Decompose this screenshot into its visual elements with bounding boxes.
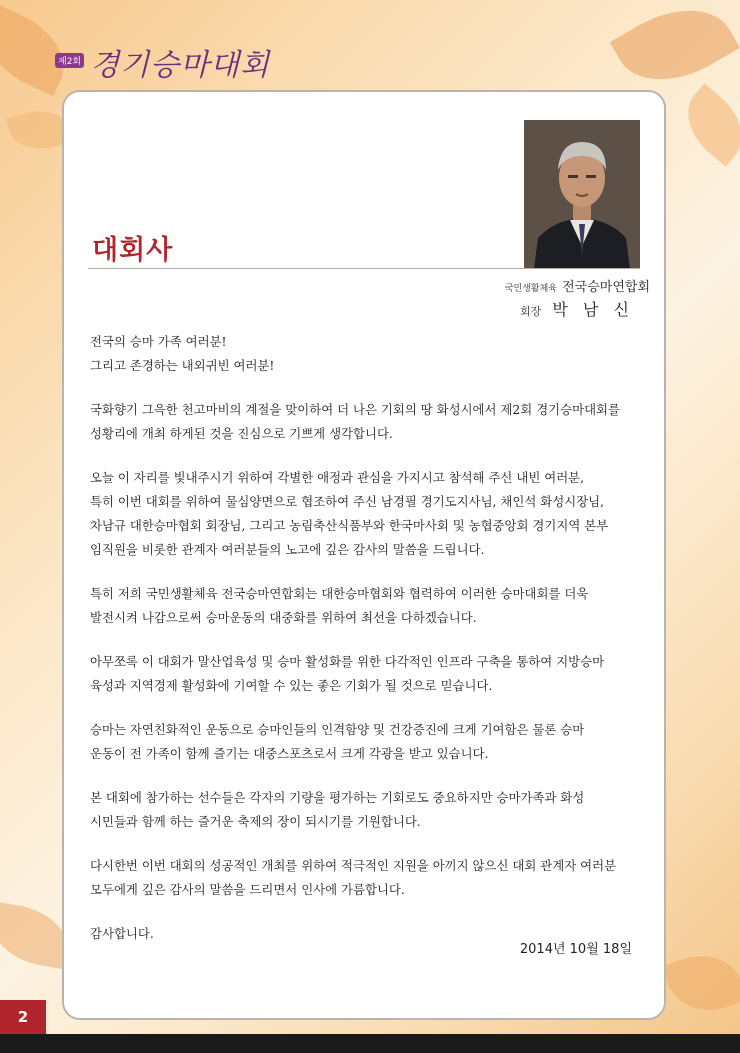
title-divider xyxy=(88,268,640,269)
text-line: 모두에게 깊은 감사의 말씀을 드리면서 인사에 가름합니다. xyxy=(90,882,405,897)
autumn-leaf-decoration xyxy=(672,83,740,166)
text-line: 시민들과 함께 하는 즐거운 축제의 장이 되시기를 기원합니다. xyxy=(90,814,421,829)
speaker-portrait-photo xyxy=(524,120,640,269)
text-line: 아무쪼록 이 대회가 말산업육성 및 승마 활성화를 위한 다각적인 인프라 구축을 통하여 지방승마 xyxy=(90,654,605,669)
event-edition-badge: 제2회 xyxy=(55,53,84,68)
text-line: 다시한번 이번 대회의 성공적인 개최를 위하여 적극적인 지원을 아끼지 않으신 대회 관계자 여러분 xyxy=(90,858,617,873)
speaker-name: 박 남 신 xyxy=(552,300,634,319)
address-body xyxy=(90,330,646,966)
paragraph xyxy=(90,718,646,766)
organization-name: 전국승마연합회 xyxy=(562,280,650,295)
speaker-role: 회장 xyxy=(520,305,542,318)
text-line: 국화향기 그윽한 천고마비의 계절을 맞이하여 더 나은 기회의 땅 화성시에서 제2회 경기승마대회를 xyxy=(90,402,620,417)
text-line: 전국의 승마 가족 여러분! xyxy=(90,334,227,349)
autumn-leaf-decoration xyxy=(610,0,740,103)
paragraph xyxy=(90,582,646,630)
text-line: 오늘 이 자리를 빛내주시기 위하여 각별한 애정과 관심을 가지시고 참석해 주신 내빈 여러분, xyxy=(90,470,585,485)
paragraph xyxy=(90,854,646,902)
page-title: 대회사 xyxy=(92,235,174,266)
text-line: 운동이 전 가족이 함께 즐기는 대중스포츠로서 크게 각광을 받고 있습니다. xyxy=(90,746,489,761)
paragraph xyxy=(90,330,646,378)
paragraph xyxy=(90,650,646,698)
speaker-signature xyxy=(520,297,634,320)
text-line: 감사합니다. xyxy=(90,926,154,941)
text-line: 발전시켜 나감으로써 승마운동의 대중화를 위하여 최선을 다하겠습니다. xyxy=(90,610,477,625)
autumn-leaf-decoration xyxy=(662,943,740,1023)
event-logo xyxy=(55,40,270,84)
event-title-logo: 경기승마대회 xyxy=(90,48,271,83)
paragraph xyxy=(90,398,646,446)
document-date: 2014년 10월 18일 xyxy=(519,942,632,957)
text-line: 육성과 지역경제 활성화에 기여할 수 있는 좋은 기회가 될 것으로 믿습니다. xyxy=(90,678,493,693)
text-line: 특히 이번 대회를 위하여 물심양면으로 협조하여 주신 남경필 경기도지사님, 채인석 화성시장님, xyxy=(90,494,605,509)
scan-edge-bar xyxy=(0,1034,740,1053)
page-number: 2 xyxy=(0,1000,46,1034)
text-line: 승마는 자연친화적인 운동으로 승마인들의 인격함양 및 건강증진에 크게 기여함은 물론 승마 xyxy=(90,722,585,737)
organization-prefix: 국민생활체육 xyxy=(504,284,557,294)
text-line: 차남규 대한승마협회 회장님, 그리고 농림축산식품부와 한국마사회 및 농협중앙회 경기지역 본부 xyxy=(90,518,609,533)
speaker-organization xyxy=(490,276,650,295)
text-line: 성황리에 개최 하게된 것을 진심으로 기쁘게 생각합니다. xyxy=(90,426,393,441)
paragraph xyxy=(90,786,646,834)
text-line: 특히 저희 국민생활체육 전국승마연합회는 대한승마협회와 협력하여 이러한 승마대회를 더욱 xyxy=(90,586,589,601)
text-line: 본 대회에 참가하는 선수들은 각자의 기량을 평가하는 기회로도 중요하지만 승마가족과 화성 xyxy=(90,790,585,805)
portrait-icon xyxy=(524,120,640,269)
text-line: 임직원을 비롯한 관계자 여러분들의 노고에 깊은 감사의 말씀을 드립니다. xyxy=(90,542,485,557)
paragraph xyxy=(90,466,646,562)
text-line: 그리고 존경하는 내외귀빈 여러분! xyxy=(90,358,275,373)
